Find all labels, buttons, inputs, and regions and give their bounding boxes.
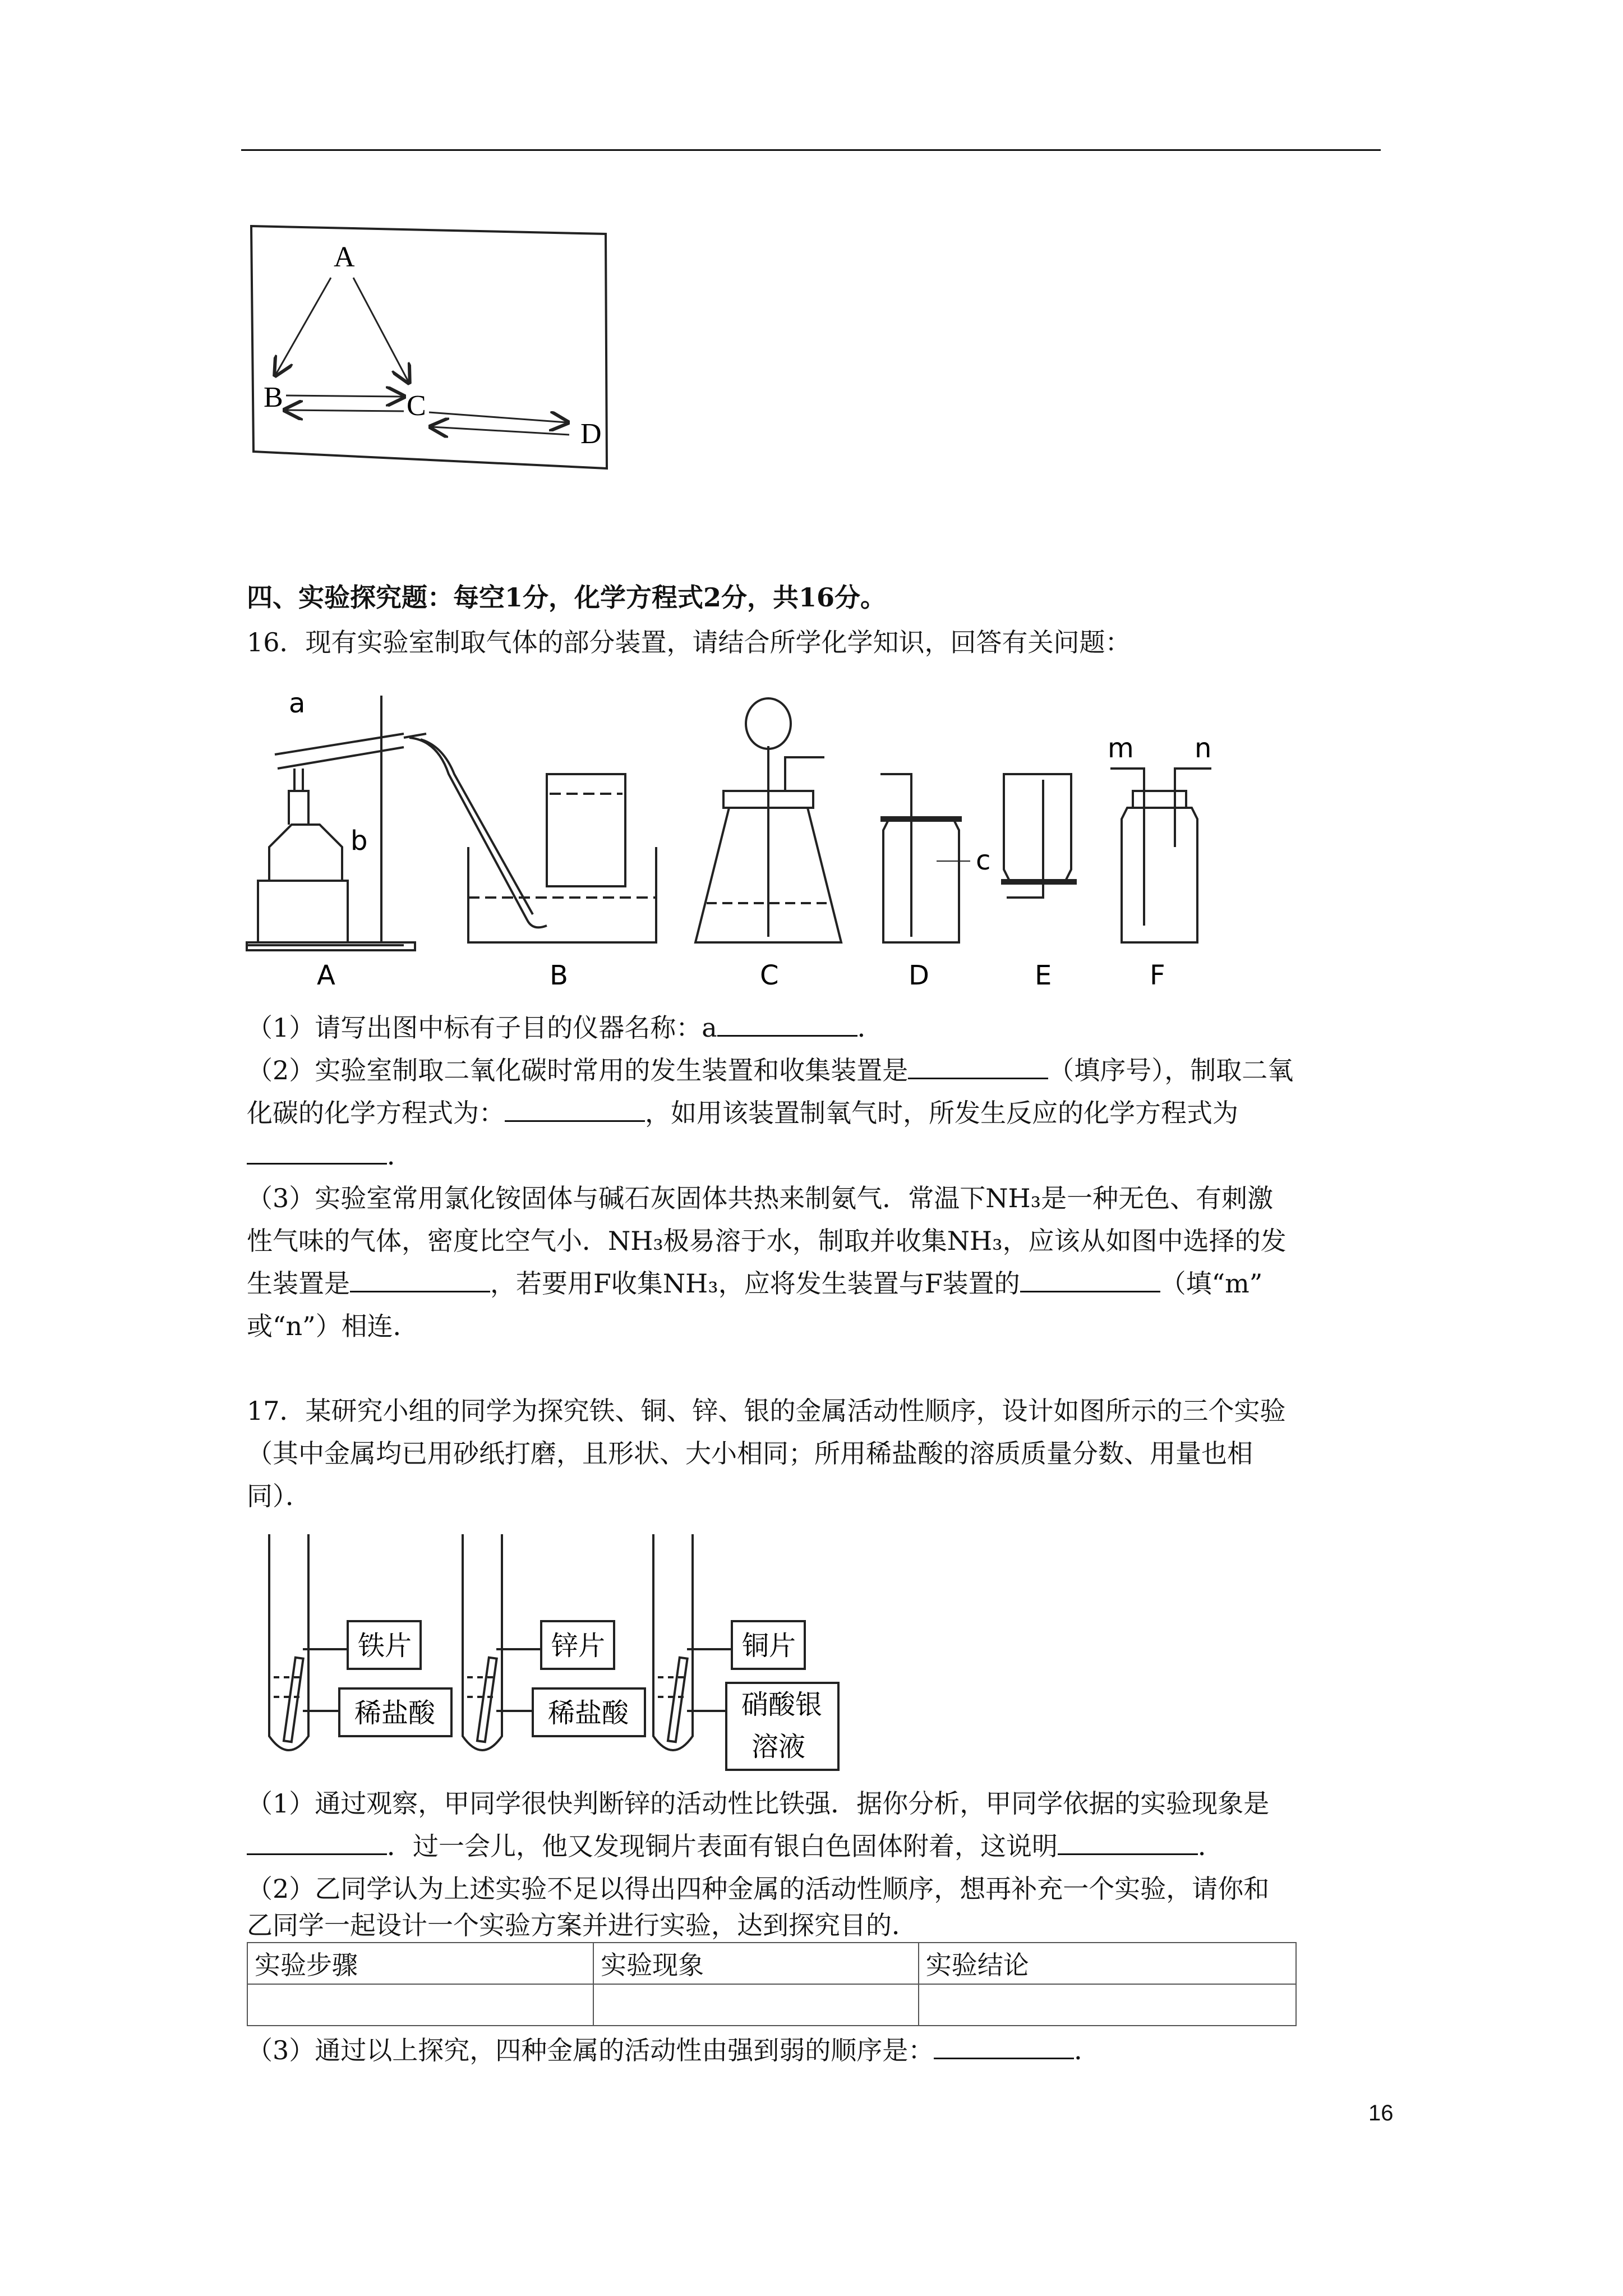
q17-stem-line1: 17．某研究小组的同学为探究铁、铜、锌、银的金属活动性顺序，设计如图所示的三个实验	[247, 1396, 1286, 1426]
callout-b: b	[351, 825, 368, 857]
table-cell-phenomena[interactable]	[593, 1984, 919, 2026]
node-d: D	[580, 418, 602, 450]
page-number: 16	[1368, 2101, 1394, 2125]
q17-part2-line2: 乙同学一起设计一个实验方案并进行实验，达到探究目的．	[247, 1910, 917, 1940]
header-rule	[241, 149, 1381, 151]
q16-part3-line1: （3）实验室常用氯化铵固体与碱石灰固体共热来制氨气．常温下NH₃是一种无色、有刺激	[247, 1183, 1274, 1213]
answer-blank[interactable]	[934, 2033, 1074, 2059]
answer-blank[interactable]	[1020, 1266, 1160, 1292]
tube1-solution-label: 稀盐酸	[354, 1697, 436, 1729]
q17-stem-line2: （其中金属均已用砂纸打磨，且形状、大小相同；所用稀盐酸的溶质质量分数、用量也相	[247, 1438, 1253, 1469]
q16-part1: （1）请写出图中标有子目的仪器名称：a ．	[247, 1008, 883, 1047]
tube2-solution-label: 稀盐酸	[548, 1697, 629, 1729]
tube3-metal-label: 铜片	[742, 1630, 796, 1662]
apparatus-label-d: D	[909, 960, 929, 991]
q16-part2-line3: ．	[247, 1136, 413, 1175]
answer-blank[interactable]	[1058, 1829, 1198, 1855]
answer-blank[interactable]	[247, 1829, 387, 1855]
q16-part3-line4: 或“n”）相连．	[247, 1311, 419, 1341]
apparatus-label-c: C	[760, 960, 779, 991]
tube2-metal-label: 锌片	[551, 1630, 606, 1662]
q17-part2-line1: （2）乙同学认为上述实验不足以得出四种金属的活动性顺序，想再补充一个实验，请你和	[247, 1874, 1270, 1904]
tube1-metal-label: 铁片	[358, 1630, 412, 1662]
table-header-phenomena: 实验现象	[593, 1943, 919, 1984]
q16-stem: 16．现有实验室制取气体的部分装置，请结合所学化学知识，回答有关问题：	[247, 627, 1131, 657]
apparatus-label-e: E	[1035, 960, 1052, 991]
node-c: C	[407, 390, 426, 422]
q17-part1-line2: ．过一会儿，他又发现铜片表面有银白色固体附着，这说明 ．	[247, 1826, 1224, 1866]
answer-blank[interactable]	[247, 1138, 387, 1165]
table-header-steps: 实验步骤	[247, 1943, 593, 1984]
callout-a: a	[289, 688, 306, 719]
q17-part3: （3）通过以上探究，四种金属的活动性由强到弱的顺序是： ．	[247, 2031, 1100, 2070]
q16-part2-line2: 化碳的化学方程式为： ，如用该装置制氧气时，所发生反应的化学方程式为	[247, 1093, 1238, 1133]
callout-m: m	[1108, 733, 1134, 764]
answer-blank[interactable]	[505, 1096, 645, 1122]
tube3-solution-label-line1: 硝酸银	[741, 1689, 823, 1720]
apparatus-label-b: B	[550, 960, 568, 991]
callout-c: c	[976, 845, 991, 876]
table-cell-conclusion[interactable]	[919, 1984, 1296, 2026]
q16-part2-line1: （2）实验室制取二氧化碳时常用的发生装置和收集装置是 （填序号），制取二氧	[247, 1051, 1293, 1090]
q16-part3-line3: 生装置是 ，若要用F收集NH₃，应将发生装置与F装置的 （填“m”	[247, 1264, 1262, 1303]
answer-blank[interactable]	[717, 1010, 857, 1037]
abcd-diagram	[241, 222, 623, 480]
table-cell-steps[interactable]	[247, 1984, 593, 2026]
table-row	[247, 1984, 1296, 2026]
apparatus-label-f: F	[1150, 960, 1165, 991]
node-a: A	[334, 241, 355, 273]
callout-n: n	[1195, 733, 1212, 764]
node-b: B	[264, 381, 283, 413]
tube3-solution-label-line2: 溶液	[751, 1731, 806, 1763]
section-title: 四、实验探究题：每空1分，化学方程式2分，共16分。	[247, 582, 887, 613]
table-header-conclusion: 实验结论	[919, 1943, 1296, 1984]
experiment-table	[247, 1942, 1297, 2026]
answer-blank[interactable]	[350, 1266, 490, 1292]
answer-blank[interactable]	[908, 1053, 1048, 1079]
q17-stem-line3: 同）．	[247, 1481, 311, 1511]
test-tube-figure	[258, 1529, 886, 1775]
q17-part1-line1: （1）通过观察，甲同学很快判断锌的活动性比铁强．据你分析，甲同学依据的实验现象是	[247, 1788, 1270, 1819]
apparatus-figure	[236, 679, 1329, 993]
apparatus-label-a: A	[317, 960, 335, 991]
q16-part3-line2: 性气味的气体，密度比空气小．NH₃极易溶于水，制取并收集NH₃，应该从如图中选择的发	[247, 1226, 1287, 1256]
table-header-row	[247, 1943, 1296, 1984]
